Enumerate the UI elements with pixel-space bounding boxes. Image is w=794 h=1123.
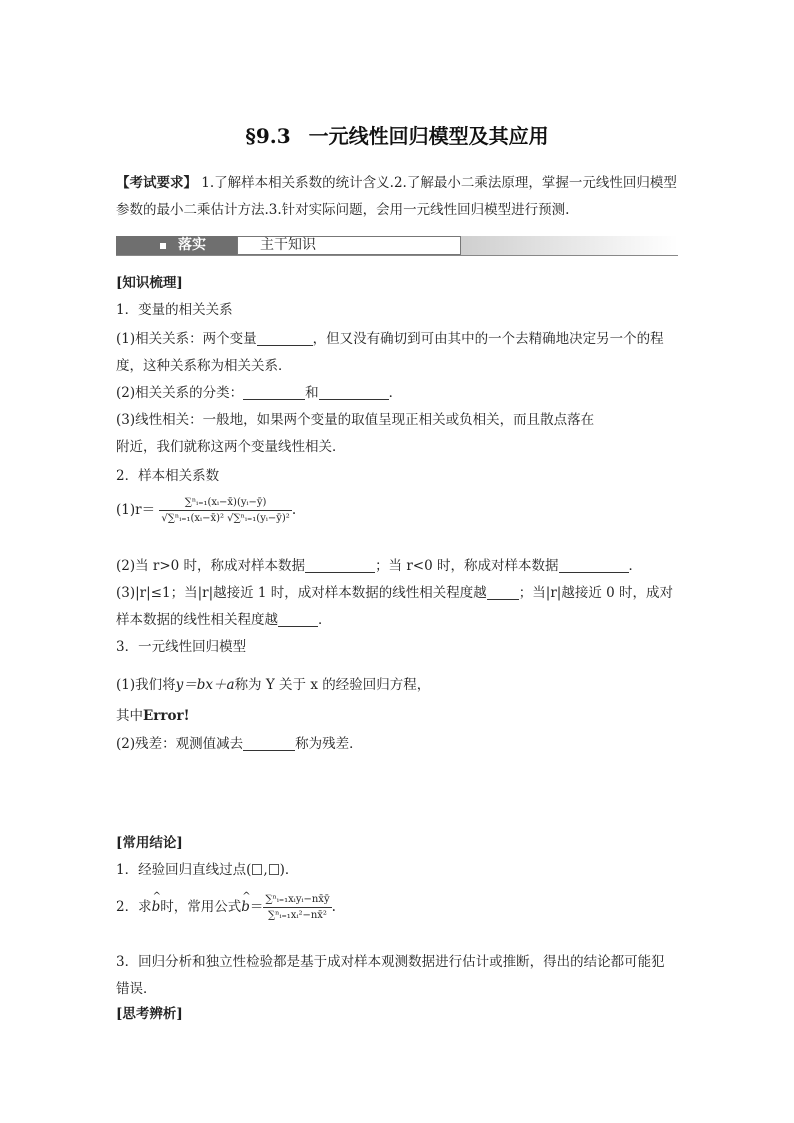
correlation-formula: (1)r＝ $\frac{\text{∑ⁿᵢ₌₁(xᵢ−x̄)(yᵢ−ȳ)}}{\text{√∑ⁿᵢ₌₁(xᵢ−x̄)² √∑ⁿᵢ₌₁(yᵢ−ȳ)²}}$ . [116, 497, 297, 524]
blank[interactable] [243, 385, 305, 400]
slope-fraction [263, 893, 331, 922]
regression-equation: y＝bx＋a [175, 677, 235, 693]
thinking-heading: [思考辨析] [116, 1006, 183, 1022]
s3-item-2: (2)残差：观测值减去 称为残差． [116, 736, 363, 752]
x-bar-placeholder [252, 864, 262, 875]
conclusions-heading: [常用结论] [116, 835, 183, 851]
exam-line-2: 参数的最小二乘估计方法.3.针对实际问题，会用一元线性回归模型进行预测. [116, 202, 570, 218]
s2-item-3: (3)|r|≤1；当|r|越接近 1 时，成对样本数据的线性相关程度越 ；当|r|越接近 0 时，成对 样本数据的线性相关程度越 ． [116, 585, 674, 628]
fraction-numerator: ∑ⁿᵢ₌₁xᵢyᵢ−nx̄ȳ [263, 893, 331, 908]
page-title [0, 120, 794, 149]
fraction-numerator: ∑ⁿᵢ₌₁(xᵢ−x̄)(yᵢ−ȳ) [159, 496, 291, 511]
section-title: 一元线性回归模型及其应用 [308, 124, 549, 148]
conclusion-1: 1．经验回归直线过点( , )． [116, 862, 299, 878]
banner-dark-tab: 落实 [116, 236, 237, 255]
section-banner [116, 236, 678, 256]
knowledge-heading: [知识梳理] [116, 275, 183, 291]
conclusion-3: 3．回归分析和独立性检验都是基于成对样本观测数据进行估计或推断，得出的结论都可能犯 错误． [116, 954, 665, 997]
blank[interactable] [319, 385, 389, 400]
s1-item-2: (2)相关关系的分类： 和 ． [116, 385, 403, 401]
blank[interactable] [305, 558, 375, 573]
square-bullet-icon [160, 243, 166, 249]
s1-item-3: (3)线性相关：一般地，如果两个变量的取值呈现正相关或负相关，而且散点落在 附近，我们就称这两个变量线性相关． [116, 412, 595, 455]
fraction-denominator: √∑ⁿᵢ₌₁(xᵢ−x̄)² √∑ⁿᵢ₌₁(yᵢ−ȳ)² [161, 513, 290, 524]
s3-other: 其中Error! [116, 708, 190, 724]
s3-title: 3．一元线性回归模型 [116, 639, 247, 655]
blank[interactable] [243, 736, 295, 751]
banner-underline [116, 255, 678, 256]
b-hat: ^ b [241, 898, 250, 916]
banner-light-tab: 主干知识 [237, 236, 461, 255]
banner-gradient [461, 236, 678, 255]
blank[interactable] [257, 331, 313, 346]
blank[interactable] [487, 585, 519, 600]
b-hat: ^ b [152, 898, 161, 916]
exam-line-1: 【考试要求】 1.了解样本相关系数的统计含义.2.了解最小二乘法原理，掌握一元线性回归模型 [116, 175, 677, 191]
conclusion-2: 2．求^ b时，常用公式^ b＝ $\frac{\text{∑ⁿᵢ₌₁xᵢyᵢ−nx̄ȳ}}{\text{∑ⁿᵢ₌₁xᵢ²−nx̄²}}$ . [116, 893, 678, 922]
correlation-fraction [159, 496, 291, 525]
blank[interactable] [559, 558, 629, 573]
s1-title: 1．变量的相关关系 [116, 302, 233, 318]
s1-item-1: (1)相关关系：两个变量 ，但又没有确切到可由其中的一个去精确地决定另一个的程 度，这种关系称为相关关系． [116, 331, 664, 374]
s3-item-1: (1)我们将y＝bx＋a称为 Y 关于 x 的经验回归方程， [116, 677, 431, 693]
y-bar-placeholder [269, 864, 279, 875]
exam-label: 【考试要求】 [116, 175, 197, 191]
section-number: §9.3 [245, 124, 291, 148]
blank[interactable] [278, 612, 318, 627]
error-text: Error! [143, 708, 190, 724]
s2-title: 2．样本相关系数 [116, 468, 220, 484]
exam-requirements [116, 170, 678, 224]
s2-item-2: (2)当 r>0 时，称成对样本数据 ；当 r<0 时，称成对样本数据 ． [116, 558, 642, 574]
fraction-denominator: ∑ⁿᵢ₌₁xᵢ²−nx̄² [268, 910, 327, 921]
